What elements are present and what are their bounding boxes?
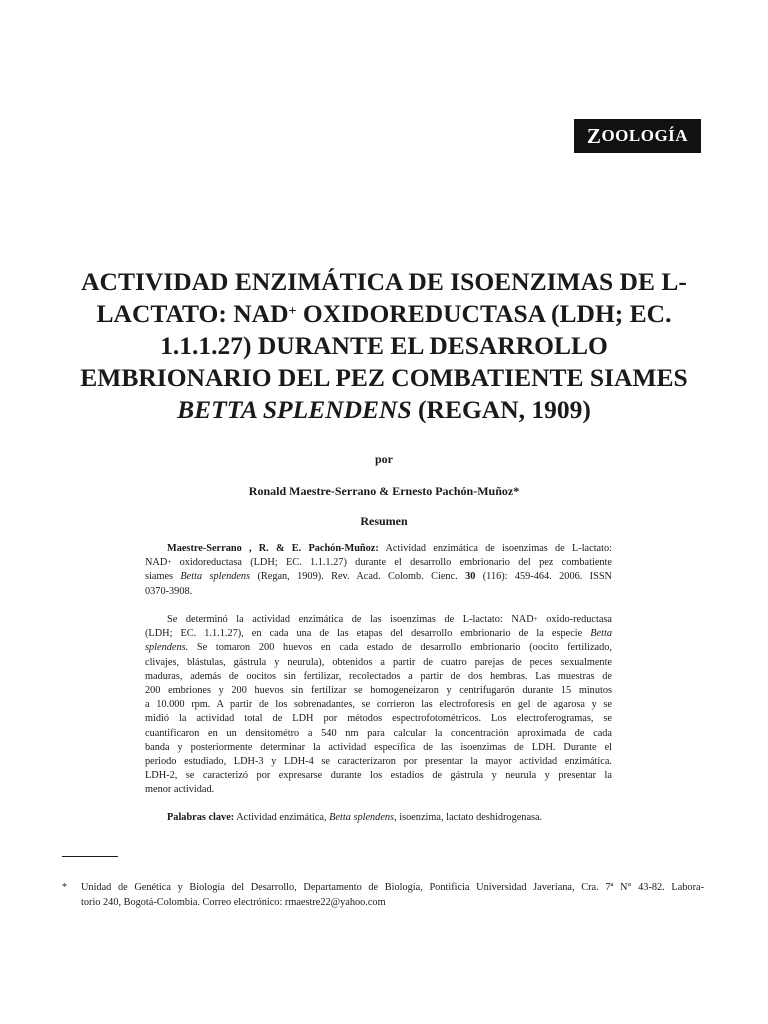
title-line-2-b: OXIDOREDUCTASA (LDH; EC.: [296, 299, 672, 328]
citation-line-3-b: (Regan, 1909). Rev. Acad. Colomb. Cienc.: [250, 571, 466, 583]
citation-volume: 30: [465, 571, 476, 583]
title-line-5: [60, 394, 708, 426]
keywords-text-b: , isoenzima, lactato deshidrogenasa.: [394, 812, 543, 823]
abstract-species-epithet: splendens.: [145, 642, 189, 654]
citation-line-3: [145, 570, 612, 584]
abstract-line-11: periodo estudiado, LDH-3 y LDH-4 se caracterizaron por presentar la mayor actividad enzimática.: [145, 756, 612, 768]
title-line-3: 1.1.1.27) DURANTE EL DESARROLLO: [160, 331, 608, 360]
abstract-genus-name: Betta: [590, 628, 612, 640]
abstract-line-5: maduras, además de oocitos sin fertilizar, recolectados a partir de dos hembras. Las muestras de: [145, 670, 612, 682]
footnote-line-2: torio 240, Bogotá-Colombia. Correo electrónico: rmaestre22@yahoo.com: [81, 896, 386, 908]
keywords-label: Palabras clave:: [167, 812, 235, 823]
abstract-line-1-a: Se determinó la actividad enzimática de las isoenzimas de L-lactato: NAD: [167, 614, 534, 625]
citation-line-2: [145, 556, 612, 570]
abstract-line-1: [145, 613, 612, 627]
abstract-line-7: a 10.000 rpm. A partir de los sobrenadantes, se corrieron las electroforesis en gel de agarosa y se: [145, 699, 612, 711]
resumen-heading: Resumen: [360, 514, 408, 528]
title-species-name: BETTA SPLENDENS: [177, 395, 412, 424]
footnote-divider: [62, 856, 118, 857]
byline-por: por: [375, 452, 393, 466]
citation-line-2-b: oxidoreductasa (LDH; EC. 1.1.1.27) durante el desarrollo embrionario del pez combatiente: [171, 557, 612, 569]
citation-line-2-a: NAD: [145, 557, 168, 569]
section-badge-initial: Z: [586, 123, 602, 148]
keywords-text-a: Actividad enzimática,: [234, 812, 330, 823]
citation-line-4: 0370-3908.: [145, 585, 193, 597]
keywords: [145, 811, 612, 825]
authors: Ronald Maestre-Serrano & Ernesto Pachón-Muñoz*: [248, 484, 520, 498]
abstract-line-10: banda y posteriormente determinar la actividad específica de las isoenzimas de LDH. Durante el: [145, 741, 612, 753]
citation-line-3-c: (116): 459-464. 2006. ISSN: [475, 571, 612, 583]
title-line-2-a: LACTATO: NAD: [96, 299, 289, 328]
citation-authors: Maestre-Serrano , R. & E. Pachón-Muñoz:: [167, 543, 379, 554]
abstract-superscript-plus: +: [533, 615, 538, 623]
title-line-4: EMBRIONARIO DEL PEZ COMBATIENTE SIAMES: [80, 363, 688, 392]
title-line-1: ACTIVIDAD ENZIMÁTICA DE ISOENZIMAS DE L-: [81, 267, 687, 296]
abstract-line-3: [145, 641, 612, 655]
keywords-species-name: Betta splendens: [329, 812, 395, 823]
article-title: [60, 266, 708, 426]
footnote-line-1: Unidad de Genética y Biología del Desarrollo, Departamento de Biología, Pontificia Universidad Javeriana, Cra. 7ª N° 43-82. Labora-: [81, 882, 704, 893]
abstract-line-3-rest: Se tomaron 200 huevos en cada estado de desarrollo embrionario (oocito fertilizado,: [188, 642, 612, 654]
abstract-line-1-b: oxido-reductasa: [537, 614, 612, 625]
citation-paragraph: [145, 542, 612, 599]
citation-line-1: [145, 542, 612, 556]
abstract-line-8: midió la actividad total de LDH por métodos espectrofotométricos. Los electroferogramas, se: [145, 713, 612, 725]
abstract-line-9: cuantificaron en un densitométro a 540 nm para calcular la concentración aproximada de cada: [145, 727, 612, 739]
abstract-line-6: 200 embriones y 200 huevos sin fertilizar se homogeneizaron y centrifugarón durante 15 minutos: [145, 685, 612, 697]
keywords-line: [145, 811, 612, 825]
abstract-line-13: menor actividad.: [145, 784, 215, 796]
abstract-line-4: clivajes, blástulas, gástrula y neurula), obtenidos a partir de cuatro parejas de peces sexualmente: [145, 656, 612, 668]
title-line-2: [60, 298, 708, 330]
section-badge: [574, 119, 701, 153]
citation-line-3-a: siames: [145, 571, 181, 583]
abstract-line-12: LDH-2, se caracterizó por expresarse durante los estadios de gástrula y neurula y presentar la: [145, 770, 612, 782]
section-badge-rest: OOLOGÍA: [601, 126, 689, 145]
footnote: [62, 881, 704, 910]
citation-line-1-rest: Actividad enzimática de isoenzimas de L-lactato:: [378, 543, 612, 554]
abstract-line-2: [145, 627, 612, 641]
citation-species-name: Betta splendens: [180, 571, 251, 583]
footnote-marker: *: [62, 882, 68, 893]
abstract-line-2-a: (LDH; EC. 1.1.1.27), en cada una de las etapas del desarrollo embrionario de la especie: [145, 628, 591, 640]
abstract-paragraph: [145, 613, 612, 798]
citation-superscript-plus: +: [167, 558, 172, 567]
title-superscript-plus: +: [288, 304, 297, 319]
title-line-5-rest: (REGAN, 1909): [411, 395, 591, 424]
